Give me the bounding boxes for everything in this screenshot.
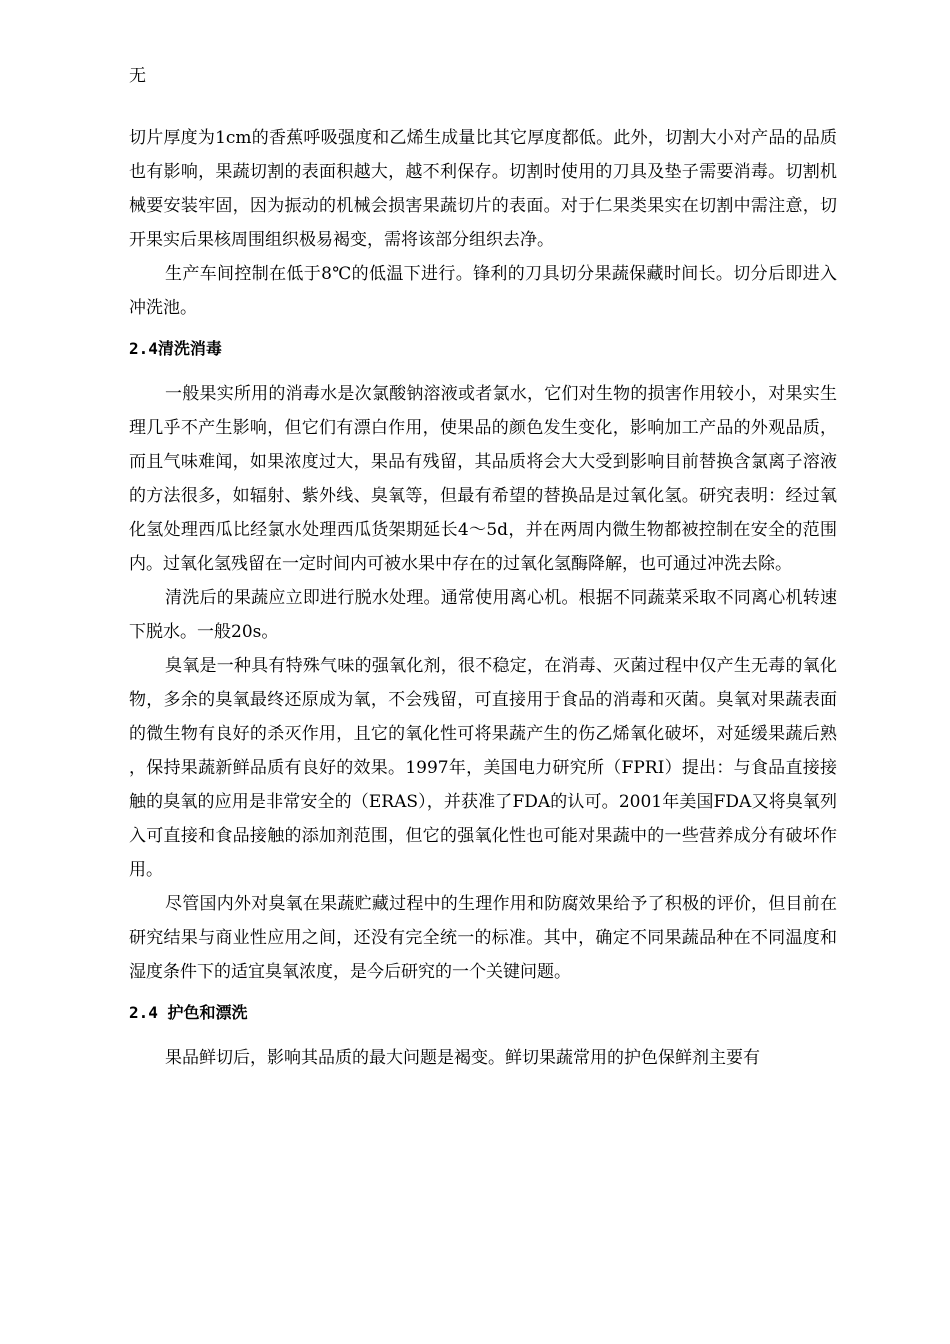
paragraph-browning: 果品鲜切后，影响其品质的最大问题是褐变。鲜切果蔬常用的护色保鲜剂主要有 — [165, 1048, 760, 1068]
paragraph-cutting-thickness: 切片厚度为1cm的香蕉呼吸强度和乙烯生成量比其它厚度都低。此外，切割大小对产品的品质也有影响，果蔬切割的表面积越大，越不利保存。切割时使用的刀具及垫子需要消毒。切割机械要安装牢固，因为振动的机械会损害果蔬切片的表面。对于仁果类果实在切割中需注意，切开果实后果核周围组织极易褐变，需将该部分组织去净。 — [129, 128, 837, 250]
document-body — [129, 121, 837, 1075]
paragraph-workshop-temperature: 生产车间控制在低于8℃的低温下进行。锋利的刀具切分果蔬保藏时间长。切分后即进入冲洗池。 — [129, 264, 837, 318]
paragraph-ozone: 臭氧是一种具有特殊气味的强氧化剂，很不稳定，在消毒、灭菌过程中仅产生无毒的氧化物，多余的臭氧最终还原成为氧，不会残留，可直接用于食品的消毒和灭菌。臭氧对果蔬表面的微生物有良好的杀灭作用，且它的氧化性可将果蔬产生的伤乙烯氧化破坏，对延缓果蔬后熟，保持果蔬新鲜品质有良好的效果。1997年，美国电力研究所（FPRI）提出：与食品直接接触的臭氧的应用是非常安全的（ERAS），并获准了FDA的认可。2001年美国FDA又将臭氧列入可直接和食品接触的添加剂范围，但它的强氧化性也可能对果蔬中的一些营养成分有破坏作用。 — [129, 656, 837, 880]
header-mark: 无 — [129, 66, 146, 86]
paragraph-disinfection-water: 一般果实所用的消毒水是次氯酸钠溶液或者氯水，它们对生物的损害作用较小，对果实生理几乎不产生影响，但它们有漂白作用，使果品的颜色发生变化，影响加工产品的外观品质，而且气味难闻，如果浓度过大，果品有残留，其品质将会大大受到影响目前替换含氯离子溶液的方法很多，如辐射、紫外线、臭氧等，但最有希望的替换品是过氧化氢。研究表明：经过氧化氢处理西瓜比经氯水处理西瓜货架期延长4～5d，并在两周内微生物都被控制在安全的范围内。过氧化氢残留在一定时间内可被水果中存在的过氧化氢酶降解，也可通过冲洗去除。 — [129, 384, 837, 574]
paragraph-dehydration: 清洗后的果蔬应立即进行脱水处理。通常使用离心机。根据不同蔬菜采取不同离心机转速下脱水。一般20s。 — [129, 588, 837, 642]
paragraph-ozone-standards: 尽管国内外对臭氧在果蔬贮藏过程中的生理作用和防腐效果给予了积极的评价，但目前在研究结果与商业性应用之间，还没有完全统一的标准。其中，确定不同果蔬品种在不同温度和湿度条件下的适宜臭氧浓度，是今后研究的一个关键问题。 — [129, 894, 837, 982]
section-title-color-protection-rinsing: 2.4 护色和漂洗 — [129, 1003, 248, 1022]
section-title-cleaning-disinfection: 2.4清洗消毒 — [129, 339, 222, 358]
